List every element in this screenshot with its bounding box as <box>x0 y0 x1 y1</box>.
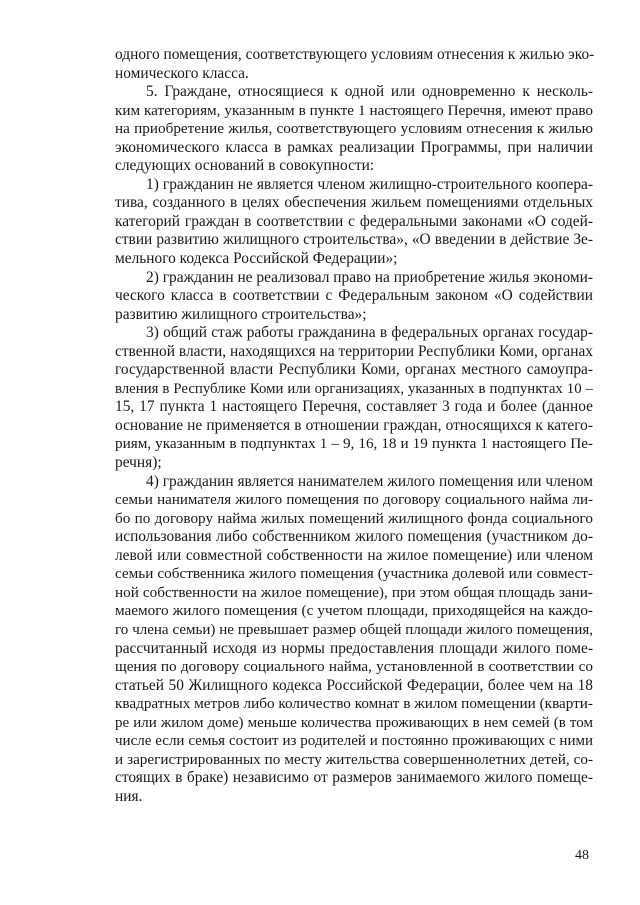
text-line: семьи нанимателя жилого помещения по договору социального найма ли- <box>115 492 593 509</box>
text-line: ким категориям, указанным в пункте 1 настоящего Перечня, имеют право <box>115 101 593 119</box>
text-line: 3) общий стаж работы гражданина в федеральных органах государ- <box>146 324 593 342</box>
text-line: 1) гражданин не является членом жилищно-строительного коопера- <box>146 175 593 193</box>
text-line: категорий граждан в соответствии с федеральными законами «О содей- <box>115 212 593 230</box>
text-line: числе если семья состоит из родителей и постоянно проживающих с ними <box>115 733 593 750</box>
text-line: квадратных метров либо количество комнат в жилом помещении (кварти- <box>115 695 593 713</box>
text-line: ческого класса в соответствии с Федеральным законом «О содействии <box>115 287 593 305</box>
text-line: ре или жилом доме) меньше количества проживающих в нем семей (в том <box>115 714 593 731</box>
text-line: использования либо собственником жилого помещения (участником до- <box>115 528 593 546</box>
text-line: ствии развитию жилищного строительства», «О введении в действие Зе- <box>115 231 593 249</box>
text-line: на приобретение жилья, соответствующего условиям отнесения к жилью <box>115 120 593 138</box>
text-line: 15, 17 пункта 1 настоящего Перечня, составляет 3 года и более (данное <box>115 398 593 416</box>
text-line: вления в Республике Коми или организациях, указанных в подпунктах 10 – <box>115 380 593 397</box>
text-line: го члена семьи) не превышает размер общей площади жилого помещения, <box>115 621 593 638</box>
text-line: 4) гражданин является нанимателем жилого помещения или членом <box>146 472 593 490</box>
text-line: бо по договору найма жилых помещений жилищного фонда социального <box>115 509 593 527</box>
text-line: ственной власти, находящихся на территории Республики Коми, органах <box>115 342 593 360</box>
text-line: риям, указанным в подпунктах 1 – 9, 16, 18 и 19 пункта 1 настоящего Пе- <box>115 435 593 453</box>
text-line: номического класса. <box>115 64 249 82</box>
text-line: речня); <box>115 454 162 472</box>
text-line: тива, созданного в целях обеспечения жильем помещениями отдельных <box>115 194 593 212</box>
text-line: экономического класса в рамках реализации Программы, при наличии <box>115 138 593 156</box>
text-line: одного помещения, соответствующего условиям отнесения к жилью эко- <box>115 46 595 63</box>
text-line: статьей 50 Жилищного кодекса Российской Федерации, более чем на 18 <box>115 676 593 694</box>
text-line: государственной власти Республики Коми, органах местного самоупра- <box>115 361 593 379</box>
text-line: и зарегистрированных по месту жительства совершеннолетних детей, со- <box>115 750 593 768</box>
text-line: левой или совместной собственности на жилое помещение) или членом <box>115 546 593 564</box>
text-line: основание не применяется в отношении граждан, относящихся к катего- <box>115 416 593 434</box>
text-line: 2) гражданин не реализовал право на приобретение жилья экономи- <box>146 268 593 286</box>
text-line: маемого жилого помещения (с учетом площади, приходящейся на каждо- <box>115 602 593 620</box>
text-line: семьи собственника жилого помещения (участника долевой или совмест- <box>115 565 593 583</box>
text-line: ния. <box>115 787 143 805</box>
text-line: ной собственности на жилое помещение), при этом общая площадь зани- <box>115 583 593 601</box>
text-line: стоящих в браке) независимо от размеров занимаемого жилого помеще- <box>115 769 593 787</box>
text-line: следующих оснований в совокупности: <box>115 157 375 175</box>
text-line: развитию жилищного строительства»; <box>115 305 367 323</box>
page-number: 48 <box>575 848 589 863</box>
text-line: 5. Граждане, относящиеся к одной или одновременно к несколь- <box>146 83 593 101</box>
text-line: мельного кодекса Российской Федерации»; <box>115 250 398 268</box>
text-line: щения по договору социального найма, установленной в соответствии со <box>115 658 593 676</box>
text-line: рассчитанный исходя из нормы предоставления площади жилого поме- <box>115 639 593 657</box>
document-body <box>115 46 593 806</box>
